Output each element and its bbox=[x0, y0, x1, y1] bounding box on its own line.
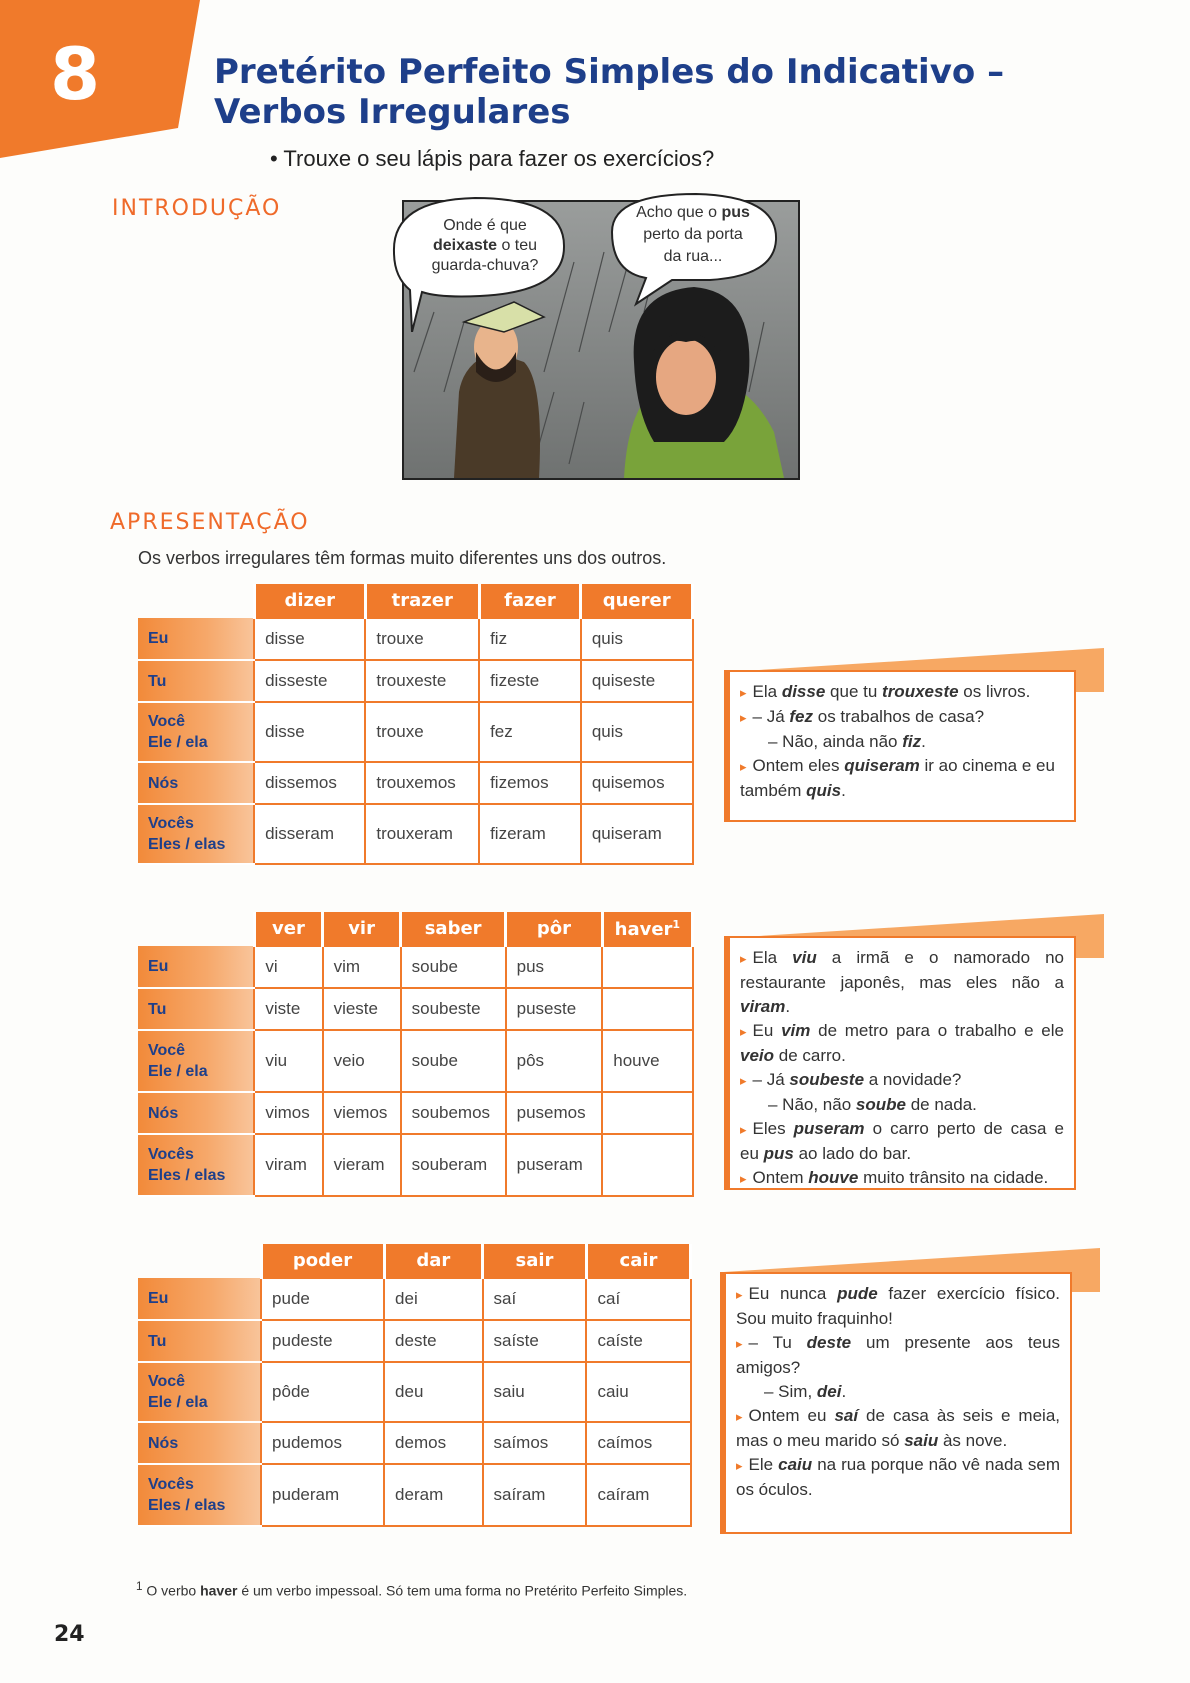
speech-bubble-left bbox=[400, 216, 570, 276]
bullet-icon: ▸ bbox=[740, 1122, 747, 1137]
bubble-right-bold: pus bbox=[721, 204, 750, 221]
bubble-right-line2: perto da porta bbox=[643, 226, 743, 243]
pronoun-line: Você bbox=[148, 1373, 186, 1390]
form-cell: pôde bbox=[261, 1362, 384, 1422]
table-row bbox=[138, 1464, 691, 1526]
table-row bbox=[138, 1422, 691, 1464]
header-spacer bbox=[138, 912, 254, 946]
pronoun-line: Você bbox=[148, 1042, 186, 1059]
pronoun-line: Eles / elas bbox=[148, 836, 226, 853]
example-box-2 bbox=[724, 914, 1104, 1190]
form-cell: disse bbox=[254, 702, 365, 762]
form-cell: quisemos bbox=[581, 762, 693, 804]
pronoun-cell: Tu bbox=[138, 1320, 261, 1362]
example-sentence: ▸ Ontem eles quiseram ir ao cinema e eu também quis. bbox=[740, 756, 1055, 800]
form-cell bbox=[602, 988, 692, 1030]
form-cell: vieram bbox=[323, 1134, 401, 1196]
pronoun-cell: Nós bbox=[138, 762, 254, 804]
example-sentence: – Não, não soube de nada. bbox=[768, 1095, 977, 1114]
header-spacer bbox=[138, 1244, 261, 1278]
bullet-icon: ▸ bbox=[740, 685, 747, 700]
form-cell: pôs bbox=[506, 1030, 603, 1092]
pronoun-line: Eles / elas bbox=[148, 1167, 226, 1184]
subtitle: • Trouxe o seu lápis para fazer os exercícios? bbox=[270, 146, 715, 171]
bullet-icon: ▸ bbox=[736, 1287, 743, 1302]
verb-header: dizer bbox=[254, 584, 365, 618]
section-heading-apresentacao: APRESENTAÇÃO bbox=[110, 510, 310, 535]
table-row bbox=[138, 1030, 693, 1092]
example-box-1 bbox=[724, 648, 1104, 822]
verb-header: cair bbox=[586, 1244, 690, 1278]
table-row bbox=[138, 1278, 691, 1320]
form-cell: vimos bbox=[254, 1092, 322, 1134]
example-sentence: ▸ – Já fez os trabalhos de casa? bbox=[740, 707, 985, 726]
bullet-icon: ▸ bbox=[740, 951, 747, 966]
example-sentence: ▸ Eu nunca pude fazer exercício físico. Sou muito fraquinho! bbox=[736, 1284, 1061, 1328]
form-cell: soubemos bbox=[401, 1092, 506, 1134]
bullet-icon: ▸ bbox=[736, 1458, 743, 1473]
form-cell: pude bbox=[261, 1278, 384, 1320]
footnote: $^1$ O verbo haver é um verbo impessoal. Só tem uma forma no Pretérito Perfeito Simples. bbox=[136, 1580, 688, 1599]
bubble-left-before: Onde é que bbox=[443, 217, 527, 234]
section-heading-introducao: INTRODUÇÃO bbox=[112, 196, 282, 221]
form-cell: souberam bbox=[401, 1134, 506, 1196]
form-cell: dissemos bbox=[254, 762, 365, 804]
example-box-3 bbox=[720, 1248, 1100, 1534]
form-cell: quiseste bbox=[581, 660, 693, 702]
example-box-content bbox=[724, 670, 1076, 822]
pronoun-cell: Nós bbox=[138, 1092, 254, 1134]
form-cell: deste bbox=[384, 1320, 482, 1362]
form-cell: vim bbox=[323, 946, 401, 988]
pronoun-line: Ele / ela bbox=[148, 734, 208, 751]
pronoun-cell: Eu bbox=[138, 1278, 261, 1320]
form-cell: fiz bbox=[479, 618, 581, 660]
form-cell: soube bbox=[401, 1030, 506, 1092]
form-cell: viu bbox=[254, 1030, 322, 1092]
form-cell: caí bbox=[586, 1278, 690, 1320]
form-cell: puderam bbox=[261, 1464, 384, 1526]
table-row bbox=[138, 660, 693, 702]
form-cell bbox=[602, 1092, 692, 1134]
form-cell: caíste bbox=[586, 1320, 690, 1362]
form-cell: soube bbox=[401, 946, 506, 988]
form-cell: saíram bbox=[483, 1464, 587, 1526]
form-cell: saí bbox=[483, 1278, 587, 1320]
example-sentence: ▸ Ontem eu saí de casa às seis e meia, mas o meu marido só saiu às nove. bbox=[736, 1406, 1061, 1450]
example-sentence: – Não, ainda não fiz. bbox=[768, 732, 926, 751]
verb-header: dar bbox=[384, 1244, 482, 1278]
example-sentence: ▸ Eu vim de metro para o trabalho e ele veio de carro. bbox=[740, 1021, 1064, 1065]
pronoun-cell bbox=[138, 1362, 261, 1422]
example-sentence: ▸ – Tu deste um presente aos teus amigos? bbox=[736, 1333, 1060, 1377]
pronoun-cell: Tu bbox=[138, 988, 254, 1030]
form-cell: trouxeram bbox=[365, 804, 479, 864]
conjugation-table-1 bbox=[138, 584, 694, 865]
table-row bbox=[138, 1134, 693, 1196]
bullet-icon: ▸ bbox=[740, 710, 747, 725]
table-row bbox=[138, 1092, 693, 1134]
example-sentence: – Sim, dei. bbox=[764, 1382, 847, 1401]
form-cell: trouxe bbox=[365, 702, 479, 762]
pronoun-cell bbox=[138, 1030, 254, 1092]
bullet-icon: ▸ bbox=[740, 1171, 747, 1186]
example-box-content bbox=[720, 1272, 1072, 1534]
pronoun-line: Ele / ela bbox=[148, 1394, 208, 1411]
form-cell: viste bbox=[254, 988, 322, 1030]
bullet-icon: ▸ bbox=[740, 759, 747, 774]
form-cell: vieste bbox=[323, 988, 401, 1030]
conjugation-table-2 bbox=[138, 912, 694, 1197]
form-cell: trouxemos bbox=[365, 762, 479, 804]
form-cell: deu bbox=[384, 1362, 482, 1422]
form-cell: fizemos bbox=[479, 762, 581, 804]
table-row bbox=[138, 762, 693, 804]
pronoun-cell: Eu bbox=[138, 618, 254, 660]
form-cell: pudeste bbox=[261, 1320, 384, 1362]
form-cell: saiu bbox=[483, 1362, 587, 1422]
form-cell: quiseram bbox=[581, 804, 693, 864]
table-row bbox=[138, 988, 693, 1030]
pronoun-cell: Tu bbox=[138, 660, 254, 702]
speech-bubble-right bbox=[618, 202, 768, 268]
table-row bbox=[138, 1320, 691, 1362]
bubble-right-before: Acho que o bbox=[636, 204, 722, 221]
pronoun-cell bbox=[138, 1134, 254, 1196]
form-cell: fizeste bbox=[479, 660, 581, 702]
form-cell: fizeram bbox=[479, 804, 581, 864]
form-cell bbox=[602, 946, 692, 988]
form-cell: saíste bbox=[483, 1320, 587, 1362]
form-cell: houve bbox=[602, 1030, 692, 1092]
footnote-mark: 1 bbox=[136, 1580, 143, 1593]
page-number: 24 bbox=[54, 1622, 85, 1647]
form-cell: deram bbox=[384, 1464, 482, 1526]
example-sentence: ▸ Eles puseram o carro perto de casa e eu pus ao lado do bar. bbox=[740, 1119, 1065, 1163]
verb-header: fazer bbox=[479, 584, 581, 618]
verb-header: pôr bbox=[506, 912, 603, 946]
table-row bbox=[138, 1362, 691, 1422]
pronoun-line: Vocês bbox=[148, 1146, 194, 1163]
form-cell: quis bbox=[581, 618, 693, 660]
header-spacer bbox=[138, 584, 254, 618]
verb-header: trazer bbox=[365, 584, 479, 618]
verb-header: vir bbox=[323, 912, 401, 946]
form-cell: soubeste bbox=[401, 988, 506, 1030]
title-line-2: Verbos Irregulares bbox=[214, 92, 571, 132]
table-row bbox=[138, 946, 693, 988]
example-sentence: ▸ Ela viu a irmã e o namorado no restaurante japonês, mas eles não a viram. bbox=[740, 948, 1064, 1016]
table-row bbox=[138, 618, 693, 660]
page-title bbox=[214, 52, 1004, 132]
example-box-content bbox=[724, 936, 1076, 1190]
conjugation-table-3 bbox=[138, 1244, 692, 1527]
form-cell: caímos bbox=[586, 1422, 690, 1464]
bullet-icon: ▸ bbox=[740, 1024, 747, 1039]
bubble-right-line3: da rua... bbox=[663, 248, 723, 265]
form-cell: quis bbox=[581, 702, 693, 762]
bullet-icon: ▸ bbox=[740, 1073, 747, 1088]
form-cell bbox=[602, 1134, 692, 1196]
pronoun-line: Eles / elas bbox=[148, 1497, 226, 1514]
form-cell: puseste bbox=[506, 988, 603, 1030]
pronoun-line: Vocês bbox=[148, 815, 194, 832]
chapter-number: 8 bbox=[49, 32, 101, 116]
example-sentence: ▸ Ela disse que tu trouxeste os livros. bbox=[740, 682, 1031, 701]
form-cell: disseram bbox=[254, 804, 365, 864]
bullet-icon: ▸ bbox=[736, 1336, 743, 1351]
table-row bbox=[138, 804, 693, 864]
verb-header: haver$^1$ bbox=[602, 912, 692, 946]
verb-header: ver bbox=[254, 912, 322, 946]
form-cell: trouxeste bbox=[365, 660, 479, 702]
verb-header: poder bbox=[261, 1244, 384, 1278]
form-cell: viram bbox=[254, 1134, 322, 1196]
form-cell: pudemos bbox=[261, 1422, 384, 1464]
table-row bbox=[138, 702, 693, 762]
verb-header: saber bbox=[401, 912, 506, 946]
form-cell: puseram bbox=[506, 1134, 603, 1196]
verb-header: sair bbox=[483, 1244, 587, 1278]
bubble-left-end: guarda-chuva? bbox=[431, 257, 539, 274]
form-cell: pus bbox=[506, 946, 603, 988]
example-sentence: ▸ Ele caiu na rua porque não vê nada sem os óculos. bbox=[736, 1455, 1061, 1499]
form-cell: disse bbox=[254, 618, 365, 660]
example-sentence: ▸ – Já soubeste a novidade? bbox=[740, 1070, 962, 1089]
form-cell: caiu bbox=[586, 1362, 690, 1422]
pronoun-cell bbox=[138, 1464, 261, 1526]
form-cell: vi bbox=[254, 946, 322, 988]
pronoun-line: Vocês bbox=[148, 1476, 194, 1493]
bubble-left-after: o teu bbox=[497, 237, 538, 254]
form-cell: viemos bbox=[323, 1092, 401, 1134]
pronoun-cell: Nós bbox=[138, 1422, 261, 1464]
form-cell: demos bbox=[384, 1422, 482, 1464]
form-cell: fez bbox=[479, 702, 581, 762]
example-sentence: ▸ Ontem houve muito trânsito na cidade. bbox=[740, 1168, 1049, 1187]
pronoun-cell: Eu bbox=[138, 946, 254, 988]
lead-text: Os verbos irregulares têm formas muito diferentes uns dos outros. bbox=[138, 548, 667, 568]
pronoun-cell bbox=[138, 702, 254, 762]
form-cell: caíram bbox=[586, 1464, 690, 1526]
form-cell: dei bbox=[384, 1278, 482, 1320]
bullet-icon: ▸ bbox=[736, 1409, 743, 1424]
form-cell: saímos bbox=[483, 1422, 587, 1464]
bubble-left-bold: deixaste bbox=[432, 237, 497, 254]
title-line-1: Pretérito Perfeito Simples do Indicativo – bbox=[214, 52, 1005, 92]
form-cell: trouxe bbox=[365, 618, 479, 660]
form-cell: pusemos bbox=[506, 1092, 603, 1134]
verb-header: querer bbox=[581, 584, 693, 618]
form-cell: veio bbox=[323, 1030, 401, 1092]
pronoun-line: Ele / ela bbox=[148, 1063, 208, 1080]
pronoun-cell bbox=[138, 804, 254, 864]
pronoun-line: Você bbox=[148, 713, 186, 730]
footnote-marker: 1 bbox=[672, 917, 681, 931]
form-cell: disseste bbox=[254, 660, 365, 702]
